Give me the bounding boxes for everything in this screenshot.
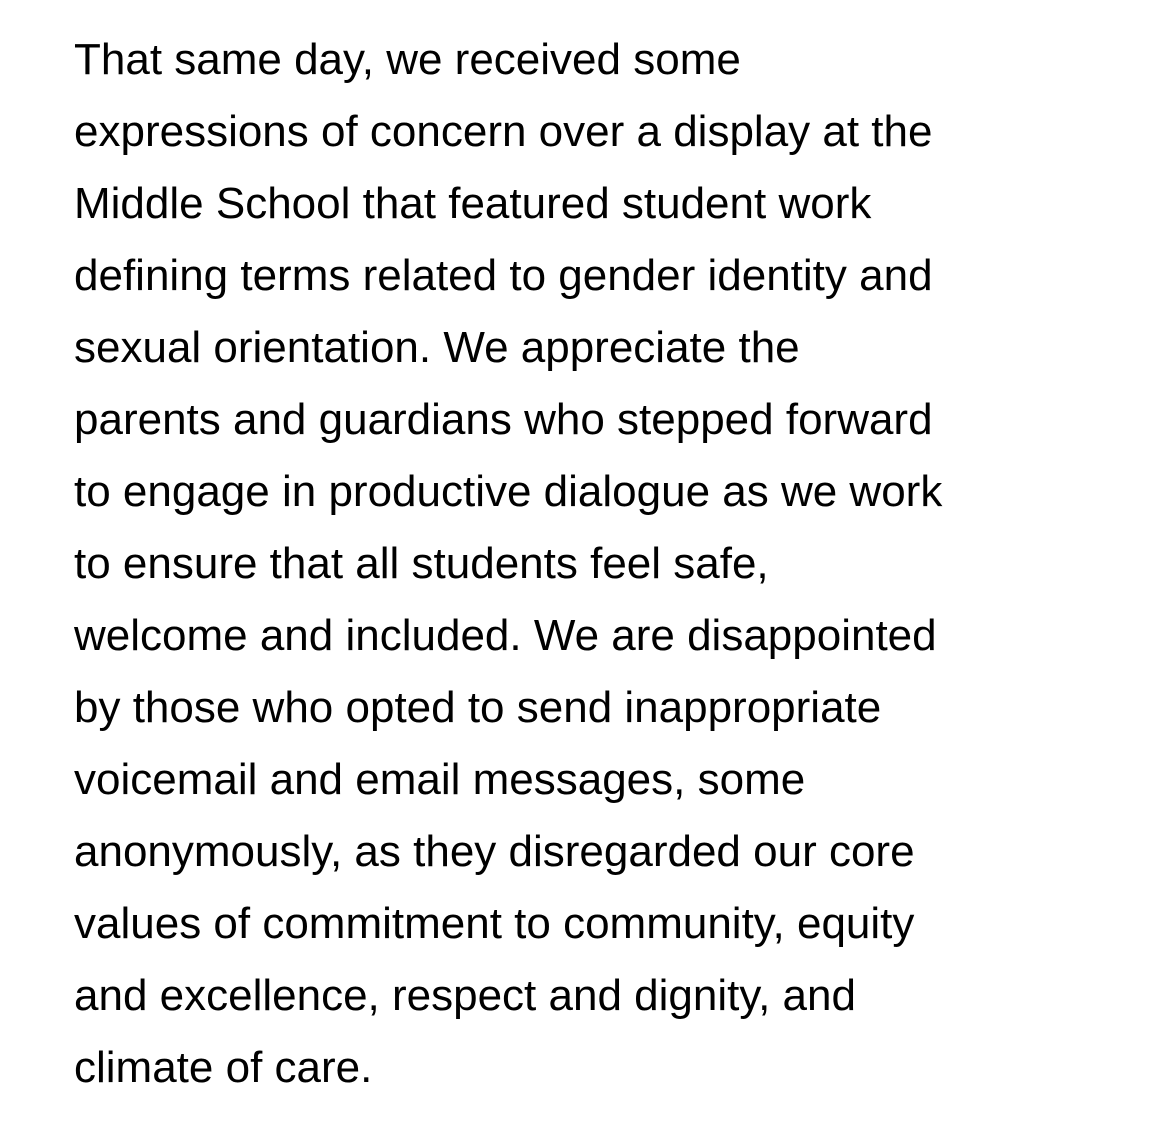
document-paragraph (74, 28, 1134, 1108)
text-line: sexual orientation. We appreciate the (74, 323, 800, 372)
text-line: Middle School that featured student work (74, 179, 872, 228)
text-line: anonymously, as they disregarded our core (74, 827, 915, 876)
text-line: welcome and included. We are disappointed (74, 611, 937, 660)
text-line: parents and guardians who stepped forward (74, 395, 933, 444)
text-line: and excellence, respect and dignity, and (74, 971, 856, 1020)
text-line: to engage in productive dialogue as we work (74, 467, 943, 516)
text-line: That same day, we received some (74, 35, 741, 84)
text-line: climate of care. (74, 1043, 373, 1092)
text-line: by those who opted to send inappropriate (74, 683, 882, 732)
text-line: expressions of concern over a display at the (74, 107, 933, 156)
text-line: defining terms related to gender identity and (74, 251, 933, 300)
text-line: voicemail and email messages, some (74, 755, 806, 804)
text-line: to ensure that all students feel safe, (74, 539, 769, 588)
text-line: values of commitment to community, equity (74, 899, 915, 948)
